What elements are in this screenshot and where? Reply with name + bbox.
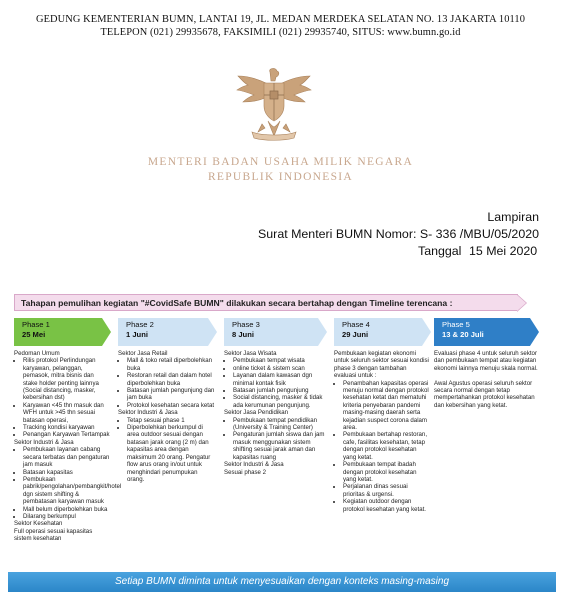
phase-paragraph: Sektor Industri & Jasa (14, 438, 74, 446)
phase-date: 13 & 20 Juli (442, 330, 484, 339)
phase-bullet: • Karyawan <45 thn masuk dan WFH untuk >45 thn sesuai batasan operasi, (23, 402, 110, 424)
phase-bullet: • Diperbolehkan berkumpul di area outdoor sesuai dengan batasan jarak orang (2 m) dan kapasitas area dengan maksimum 20 orang. Pengatur flow arus orang in/out untuk menghindari penumpukan orang. (127, 424, 216, 483)
phase-2-column (118, 316, 220, 574)
phase-4-column (334, 316, 434, 574)
banner-arrow-fill (517, 295, 526, 311)
phase-date: 8 Juni (232, 330, 254, 339)
phase-name: Phase 5 (442, 320, 470, 329)
phase-arrow-icon (422, 318, 431, 346)
phase-bullet: • Protokol kesehatan secara ketat (127, 402, 216, 409)
phase-paragraph: Sektor Jasa Retail (118, 350, 168, 357)
phase-bullet: • online ticket & sistem scan (233, 365, 326, 372)
garuda-emblem-icon (232, 66, 316, 144)
phase-bullet: • Tetap sesuai phase 1 (127, 417, 216, 424)
phase-arrow-icon (208, 318, 217, 346)
phase-2-header (118, 318, 208, 346)
phase-arrow-icon (102, 318, 111, 346)
phase-5-details (434, 350, 542, 409)
phase-3-details (224, 350, 326, 476)
phase-1-column (14, 316, 122, 574)
phase-3-header (224, 318, 318, 346)
footer-note: Setiap BUMN diminta untuk menyesuaikan dengan konteks masing-masing (8, 572, 556, 592)
phase-bullet: • Mall belum diperbolehkan buka (23, 506, 110, 513)
phase-bullet: • Batasan jumlah pengunjung dan jam buka (127, 387, 216, 402)
phase-4-details (334, 350, 430, 513)
phase-name: Phase 1 (22, 320, 50, 329)
address-line: GEDUNG KEMENTERIAN BUMN, LANTAI 19, JL. MEDAN MERDEKA SELATAN NO. 13 JAKARTA 10110 (36, 14, 525, 25)
phase-bullet: • Pembukaan pabrik/pengolahan/pembangkit/hotel dgn sistem shifting & pembatasan karyawan masuk (23, 476, 110, 506)
phase-bullet: • Batasan jumlah pengunjung (233, 387, 326, 394)
phase-bullet: • Penangan Karyawan Tertampak (23, 431, 110, 438)
phase-date: 29 Juni (342, 330, 369, 339)
phase-bullet: • Social distancing, masker & tidak ada kerumunan pengunjung. (233, 394, 326, 409)
phase-paragraph: Sesuai phase 2 (224, 468, 267, 476)
letter-number: Surat Menteri BUMN Nomor: S- 336 /MBU/05/2020 (258, 227, 539, 241)
phase-bullet: • Restoran retail dan dalam hotel diperbolehkan buka (127, 372, 216, 387)
phase-paragraph: Sektor Kesehatan (14, 520, 63, 528)
phase-paragraph: Sektor Jasa Wisata (224, 350, 277, 357)
phase-bullet: • Pembukaan tempat pendidikan (University & Training Center) (233, 417, 326, 432)
phase-date: 25 Mei (22, 330, 46, 339)
phase-bullet: • Tracking kondisi karyawan (23, 424, 110, 431)
phase-5-column (434, 316, 546, 574)
republic-name: REPUBLIK INDONESIA (207, 171, 354, 183)
letter-date: 15 Mei 2020 (469, 244, 538, 258)
phase-bullet: • Penambahan kapasitas operasi menuju normal dengan protokol kesehatan ketat dan mematuhi kriteria penyebaran pandemi masing-masing daerah serta kejadian suspect corona dalam area. (343, 380, 430, 432)
phase-paragraph (434, 372, 542, 379)
phase-bullet: • Mall & toko retail diperbolehkan buka (127, 357, 216, 372)
phase-arrow-icon (530, 318, 539, 346)
phase-5-header (434, 318, 530, 346)
phase-paragraph: Sektor Industri & Jasa (224, 461, 284, 469)
phase-3-column (224, 316, 330, 574)
attachment-title: Lampiran (487, 210, 539, 224)
phase-bullet: • Pembukaan tempat ibadah dengan protokol kesehatan yang ketat. (343, 461, 430, 483)
phase-paragraph: Awal Agustus operasi seluruh sektor secara normal dengan tetap mempertahankan protokol kesehatan dan kebersihan yang ketat. (434, 379, 535, 409)
phase-name: Phase 3 (232, 320, 260, 329)
phase-paragraph: Sektor Jasa Pendidikan (224, 409, 289, 417)
phase-bullet: • Pembukaan bertahap restoran, cafe, fasilitas kesehatan, tetap dengan protokol kesehatan yang ketat. (343, 431, 430, 461)
phase-bullet: • Rilis protokol Perlindungan karyawan, pelanggan, pemasok, mitra bisnis dan stake holder penting lainnya (Social distancing, masker, kebersihan dst) (23, 357, 110, 401)
phase-bullet: • Pembukaan tempat wisata (233, 357, 326, 364)
phase-paragraph: Evaluasi phase 4 untuk seluruh sektor dan pembukaan tempat atau kegiatan ekonomi lainnya menuju skala normal. (434, 350, 538, 372)
phase-name: Phase 2 (126, 320, 154, 329)
phase-4-header (334, 318, 422, 346)
phase-paragraph: Full operasi sesuai kapasitas sistem kesehatan (14, 527, 93, 543)
contact-line: TELEPON (021) 29935678, FAKSIMILI (021) 29935740, SITUS: www.bumn.go.id (100, 27, 461, 38)
phase-bullet: • Kegiatan outdoor dengan protokol kesehatan yang ketat. (343, 498, 430, 513)
date-label: Tanggal (418, 244, 462, 258)
ministry-name: MENTERI BADAN USAHA MILIK NEGARA (147, 156, 414, 168)
phase-1-header (14, 318, 102, 346)
phase-timeline (14, 316, 554, 598)
phase-bullet: • Pembukaan layanan cabang secara terbatas dan pengaturan jam masuk (23, 446, 110, 468)
phase-2-details (118, 350, 216, 483)
phase-bullet: • Batasan kapasitas (23, 469, 110, 476)
phase-arrow-icon (318, 318, 327, 346)
phase-paragraph: Pembukaan kegiatan ekonomi untuk seluruh sektor sesuai kondisi phase 3 dengan tambahan evaluasi untuk : (334, 350, 429, 380)
phase-paragraph: Sektor Industri & Jasa (118, 409, 178, 417)
phase-date: 1 Juni (126, 330, 148, 339)
phase-bullet: • Perjalanan dinas sesuai prioritas & urgensi. (343, 483, 430, 498)
phase-bullet: • Layanan dalam kawasan dgn minimal kontak fisik (233, 372, 326, 387)
phase-name: Phase 4 (342, 320, 370, 329)
phase-bullet: • Pengaturan jumlah siswa dan jam masuk menggunakan sistem shifting sesuai jarak aman dan kapasitas ruang (233, 431, 326, 461)
phase-bullet: • Dilarang berkumpul (23, 513, 110, 520)
phase-paragraph: Pedoman Umum (14, 350, 60, 357)
phase-1-details (14, 350, 122, 543)
timeline-banner: Tahapan pemulihan kegiatan "#CovidSafe BUMN" dilakukan secara bertahap dengan Timeline terencana : (14, 294, 518, 311)
